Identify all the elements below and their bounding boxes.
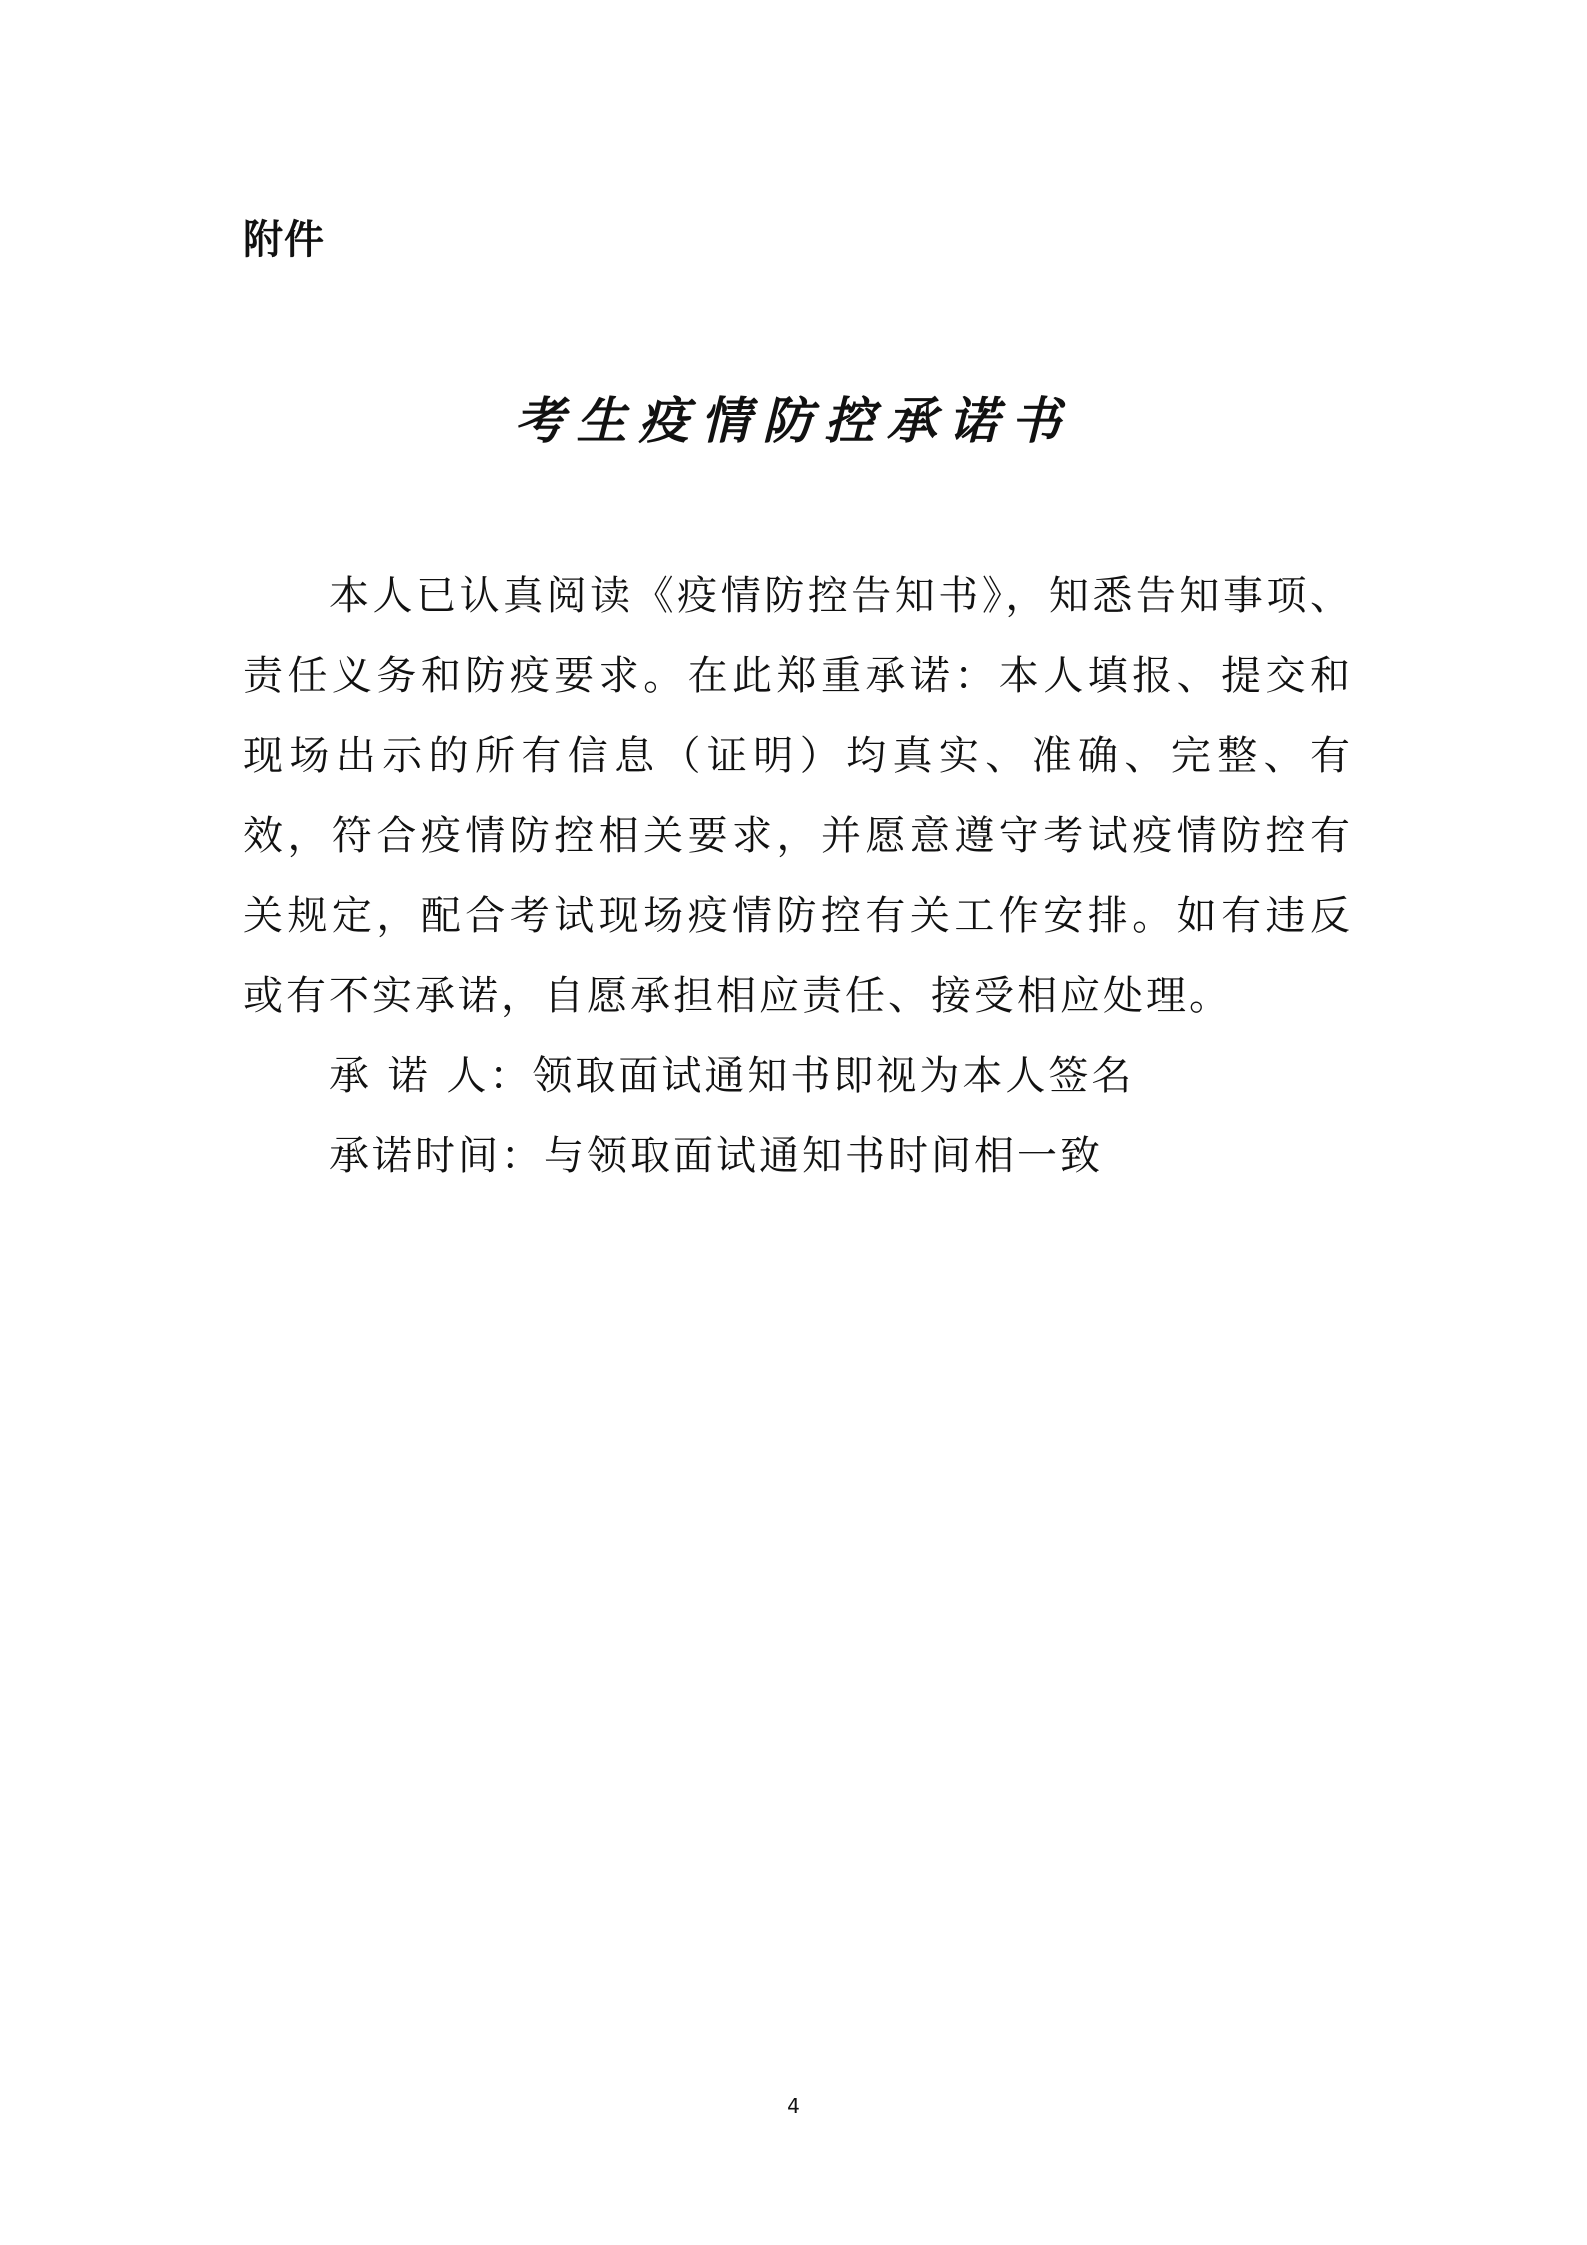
signer-line: 承 诺 人：领取面试通知书即视为本人签名 [329,1053,1135,1099]
document-title: 考生疫情防控承诺书 [514,391,1073,450]
commitment-paragraph: 本人已认真阅读《疫情防控告知书》，知悉告知事项、责任义务和防疫要求。在此郑重承诺：本人填报、提交和现场出示的所有信息（证明）均真实、准确、完整、有效，符合疫情防控相关要求，并愿意遵守考试疫情防控有关规定，配合考试现场疫情防控有关工作安排。如有违反或有不实承诺，自愿承担相应责任、接受相应处理。 [243,573,1353,1019]
date-line: 承诺时间：与领取面试通知书时间相一致 [329,1133,1103,1179]
document-body [243,556,1353,1196]
attachment-label: 附件 [243,217,325,263]
page-number: 4 [787,2094,800,2118]
